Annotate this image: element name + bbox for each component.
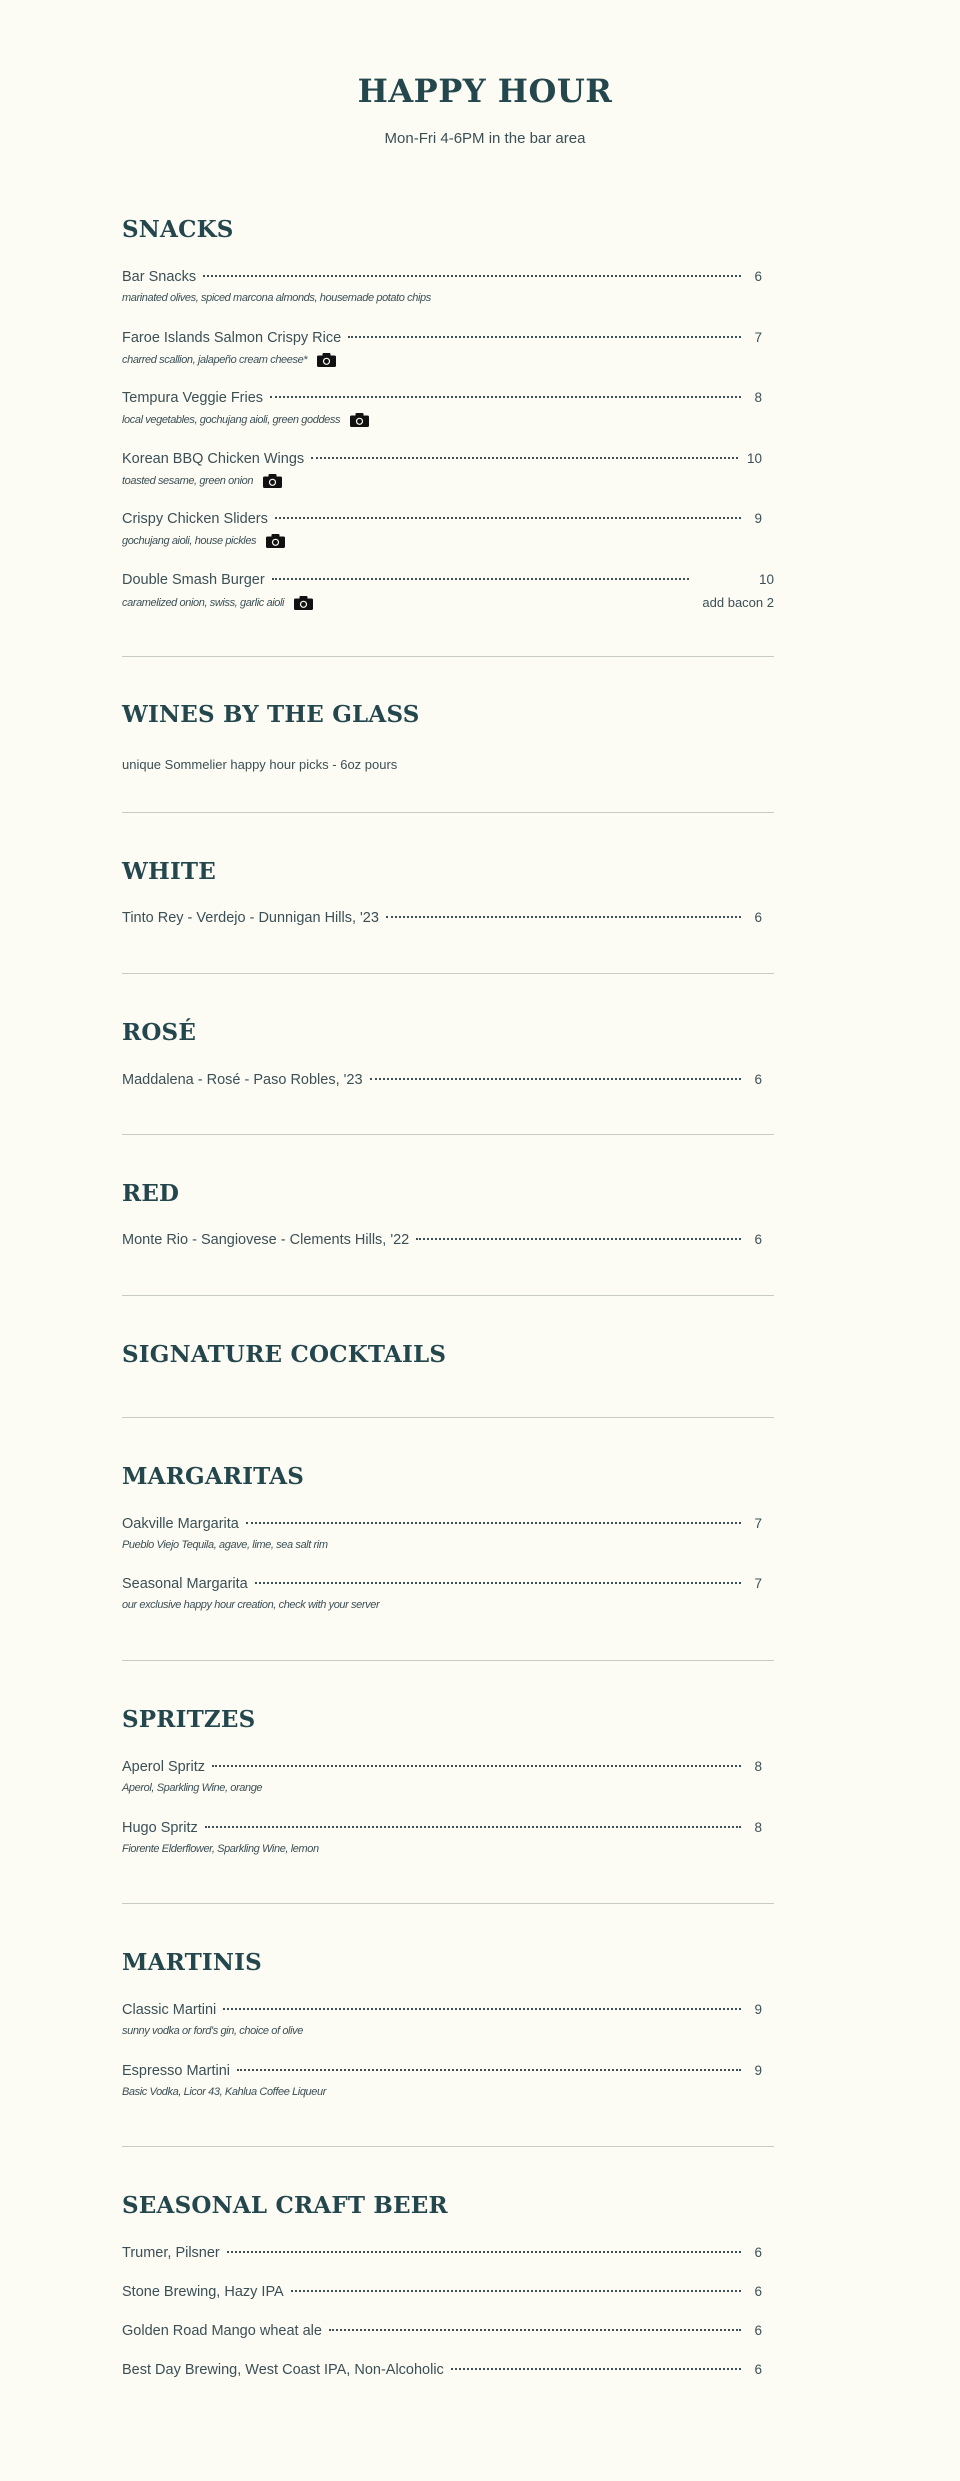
item-price: 10 xyxy=(746,451,762,466)
menu-item xyxy=(122,1232,774,1252)
section-title-beer: SEASONAL CRAFT BEER xyxy=(122,2192,448,2219)
camera-icon[interactable] xyxy=(350,413,369,427)
menu-header xyxy=(10,0,960,147)
item-name: Double Smash Burger xyxy=(122,572,265,588)
item-name: Aperol Spritz xyxy=(122,1759,206,1775)
item-name: Faroe Islands Salmon Crispy Rice xyxy=(122,330,342,346)
dot-leader xyxy=(212,1765,741,1767)
camera-icon[interactable] xyxy=(294,596,313,610)
item-name: Korean BBQ Chicken Wings xyxy=(122,451,305,467)
dot-leader xyxy=(227,2251,741,2253)
item-name: Seasonal Margarita xyxy=(122,1576,248,1592)
menu-item xyxy=(122,451,774,488)
section-title-snacks: SNACKS xyxy=(122,216,234,243)
camera-icon[interactable] xyxy=(263,474,282,488)
item-price: 6 xyxy=(754,910,762,925)
section-title-rose: ROSÉ xyxy=(122,1019,197,1046)
menu-item xyxy=(122,2002,774,2037)
item-name: Trumer, Pilsner xyxy=(122,2245,220,2261)
menu-item xyxy=(122,1820,774,1855)
dot-leader xyxy=(370,1078,741,1080)
item-name: Bar Snacks xyxy=(122,269,197,285)
camera-icon[interactable] xyxy=(266,534,285,548)
item-name: Tinto Rey - Verdejo - Dunnigan Hills, '23 xyxy=(122,910,379,926)
page-title: HAPPY HOUR xyxy=(357,72,613,110)
menu-item xyxy=(122,2362,774,2382)
item-description: charred scallion, jalapeño cream cheese* xyxy=(122,354,308,366)
menu-item xyxy=(122,1516,774,1551)
dot-leader xyxy=(416,1238,741,1240)
item-description: Fiorente Elderflower, Sparkling Wine, lemon xyxy=(122,1843,319,1855)
item-price: 6 xyxy=(754,2284,762,2299)
dot-leader xyxy=(451,2368,741,2370)
item-price: 7 xyxy=(754,1516,762,1531)
menu-item xyxy=(122,2323,774,2343)
item-price: 7 xyxy=(754,1576,762,1591)
wines-note: unique Sommelier happy hour picks - 6oz pours xyxy=(122,757,398,772)
dot-leader xyxy=(205,1826,741,1828)
item-name: Crispy Chicken Sliders xyxy=(122,511,268,527)
item-name: Tempura Veggie Fries xyxy=(122,390,264,406)
item-description: Basic Vodka, Licor 43, Kahlua Coffee Liqueur xyxy=(122,2086,326,2098)
menu-item xyxy=(122,1759,774,1794)
item-description: Pueblo Viejo Tequila, agave, lime, sea salt rim xyxy=(122,1539,328,1551)
item-name: Monte Rio - Sangiovese - Clements Hills, '22 xyxy=(122,1232,410,1248)
dot-leader xyxy=(246,1522,741,1524)
dot-leader xyxy=(255,1582,741,1584)
dot-leader xyxy=(329,2329,741,2331)
item-name: Hugo Spritz xyxy=(122,1820,198,1836)
dot-leader xyxy=(275,517,741,519)
menu-item xyxy=(122,1576,774,1611)
section-divider xyxy=(122,656,774,657)
page-subtitle: Mon-Fri 4-6PM in the bar area xyxy=(384,130,586,147)
section-divider xyxy=(122,1903,774,1904)
item-price: 9 xyxy=(754,2063,762,2078)
item-price: 8 xyxy=(754,390,762,405)
item-price: 8 xyxy=(754,1820,762,1835)
section-divider xyxy=(122,2146,774,2147)
dot-leader xyxy=(223,2008,741,2010)
item-price: 6 xyxy=(754,2362,762,2377)
dot-leader xyxy=(291,2290,741,2292)
item-price: 10 xyxy=(758,572,774,587)
item-price: 9 xyxy=(754,511,762,526)
menu-item xyxy=(122,2284,774,2304)
item-price: 6 xyxy=(754,2245,762,2260)
item-description: gochujang aioli, house pickles xyxy=(122,535,257,547)
section-divider xyxy=(122,1295,774,1296)
item-description: local vegetables, gochujang aioli, green goddess xyxy=(122,414,341,426)
dot-leader xyxy=(237,2069,741,2071)
item-description: our exclusive happy hour creation, check with your server xyxy=(122,1599,380,1611)
menu-item xyxy=(122,910,774,930)
dot-leader xyxy=(386,916,741,918)
section-divider xyxy=(122,812,774,813)
menu-item xyxy=(122,330,774,367)
item-description: marinated olives, spiced marcona almonds, housemade potato chips xyxy=(122,292,431,304)
item-price: 6 xyxy=(754,2323,762,2338)
item-name: Espresso Martini xyxy=(122,2063,230,2079)
menu-item xyxy=(122,2063,774,2098)
item-description: caramelized onion, swiss, garlic aioli xyxy=(122,596,285,609)
item-description: Aperol, Sparkling Wine, orange xyxy=(122,1782,263,1794)
section-title-margaritas: MARGARITAS xyxy=(122,1463,305,1490)
section-divider xyxy=(122,973,774,974)
item-price: 6 xyxy=(754,1072,762,1087)
section-title-spritzes: SPRITZES xyxy=(122,1706,256,1733)
item-name: Golden Road Mango wheat ale xyxy=(122,2323,322,2339)
menu-item xyxy=(122,2245,774,2265)
item-price: 8 xyxy=(754,1759,762,1774)
section-divider xyxy=(122,1134,774,1135)
item-addon: add bacon 2 xyxy=(702,595,774,610)
item-name: Best Day Brewing, West Coast IPA, Non-Alcoholic xyxy=(122,2362,444,2378)
camera-icon[interactable] xyxy=(317,353,336,367)
menu-item xyxy=(122,1072,774,1092)
dot-leader xyxy=(272,578,689,580)
item-name: Maddalena - Rosé - Paso Robles, '23 xyxy=(122,1072,363,1088)
item-price: 7 xyxy=(754,330,762,345)
section-divider xyxy=(122,1660,774,1661)
section-divider xyxy=(122,1417,774,1418)
section-title-cocktails: SIGNATURE COCKTAILS xyxy=(122,1341,447,1368)
dot-leader xyxy=(203,275,741,277)
dot-leader xyxy=(270,396,741,398)
menu-item xyxy=(122,572,774,610)
item-name: Oakville Margarita xyxy=(122,1516,239,1532)
menu-item xyxy=(122,390,774,427)
section-title-wines: WINES BY THE GLASS xyxy=(122,701,420,728)
dot-leader xyxy=(311,457,738,459)
item-price: 9 xyxy=(754,2002,762,2017)
dot-leader xyxy=(348,336,741,338)
section-title-red: RED xyxy=(122,1180,180,1207)
item-description: toasted sesame, green onion xyxy=(122,475,254,487)
section-title-martinis: MARTINIS xyxy=(122,1949,262,1976)
item-price: 6 xyxy=(754,269,762,284)
item-name: Stone Brewing, Hazy IPA xyxy=(122,2284,284,2300)
item-price: 6 xyxy=(754,1232,762,1247)
item-name: Classic Martini xyxy=(122,2002,217,2018)
item-description: sunny vodka or ford's gin, choice of olive xyxy=(122,2025,303,2037)
section-title-white: WHITE xyxy=(122,858,216,885)
menu-item xyxy=(122,511,774,548)
menu-item xyxy=(122,269,774,304)
